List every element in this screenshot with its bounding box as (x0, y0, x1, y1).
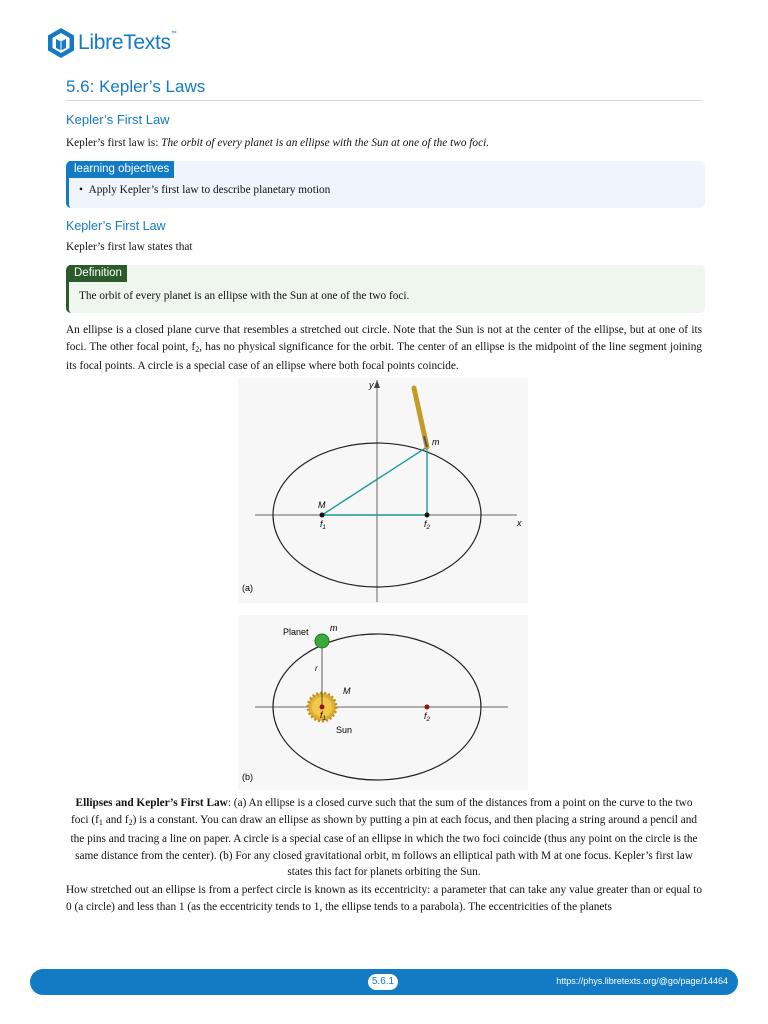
intro-paragraph: Kepler’s first law is: The orbit of every planet is an ellipse with the Sun at one of the two foci. (66, 137, 490, 149)
caption-title: Ellipses and Kepler’s First Law (75, 797, 228, 809)
panel-label-b: (b) (242, 772, 253, 782)
figure-panel-b (238, 615, 528, 790)
label-f2-b: $f_2$ (424, 711, 430, 723)
label-M-a: M (318, 500, 326, 510)
planet-label: Planet (283, 627, 309, 637)
definition-text: The orbit of every planet is an ellipse with the Sun at one of the two foci. (79, 290, 410, 302)
figure-panel-a (238, 378, 528, 603)
focus-f2-pin (425, 513, 430, 518)
label-M-b: M (343, 686, 351, 696)
sun-label: Sun (336, 725, 353, 735)
definition-box (66, 265, 705, 313)
libretexts-logo-icon (46, 27, 76, 59)
objective-list-item: • Apply Kepler’s first law to describe planetary motion (79, 184, 331, 196)
label-f1-b: $f_1$ (320, 710, 326, 722)
ellipse-figure (238, 378, 528, 790)
subsection-heading-keplers-first-law: Kepler’s First Law (66, 219, 166, 233)
learning-objectives-box (66, 161, 705, 208)
intro-italic: The orbit of every planet is an ellipse with the Sun at one of the two foci. (161, 137, 490, 149)
first-law-statement-intro: Kepler’s first law states that (66, 241, 193, 253)
focus-f1-pin (320, 513, 325, 518)
section-heading-keplers-first-law: Kepler’s First Law (66, 112, 170, 127)
label-r: r (315, 664, 318, 673)
definition-tag: Definition (69, 265, 127, 282)
y-axis-label: y (369, 380, 374, 390)
label-f1-a: $f_1$ (320, 519, 326, 531)
focus-f1-dot (320, 705, 325, 710)
page-number-badge: 5.6.1 (368, 974, 398, 990)
page-title: 5.6: Kepler’s Laws (66, 77, 206, 96)
panel-label-a: (a) (242, 583, 253, 593)
label-f2-a: $f_2$ (424, 519, 430, 531)
brand-name: LibreTexts™ (78, 31, 177, 54)
title-divider (66, 100, 702, 101)
figure-caption: Ellipses and Kepler’s First Law: (a) An ellipse is a closed curve such that the sum of the distances from a point on the curve to the two foci ($f_1$ and $f_2$) is a constant. You can draw an ellipse as shown by putting a pin at each focus, and then placing a string around a pencil and the pins and tracing a line on paper. A circle is a special case of an ellipse in which the two foci coincide (thus any point on the circle is the same distance from the center). (b) For any closed gravitational orbit, m follows an elliptical path with M at one focus. Kepler’s first law states this fact for planets orbiting the Sun. (70, 797, 698, 878)
libretexts-logo[interactable] (46, 27, 176, 59)
learning-objectives-tag: learning objectives (69, 161, 174, 178)
planet-icon (315, 634, 329, 648)
focus-f2-dot (425, 705, 430, 710)
eccentricity-paragraph: How stretched out an ellipse is from a perfect circle is known as its eccentricity: a parameter that can take any value greater than or equal to 0 (a circle) and less than 1 (as the eccentricity tends to 1, the ellipse tends to a parabola). The eccentricities of the planets (66, 884, 702, 913)
label-m-b: m (330, 623, 338, 633)
label-m-a: m (432, 437, 440, 447)
page-url-link[interactable]: https://phys.libretexts.org/@go/page/14464 (556, 976, 728, 986)
ellipse-paragraph: An ellipse is a closed plane curve that resembles a stretched out circle. Note that the Sun is not at the center of the ellipse, but at one of its foci. The other focal point, $f_2$, has no physical significance for the orbit. The center of an ellipse is the midpoint of the line segment joining its focal points. A circle is a special case of an ellipse where both focal points coincide. (66, 324, 702, 372)
x-axis-label: x (517, 518, 522, 528)
page-footer (30, 969, 738, 995)
